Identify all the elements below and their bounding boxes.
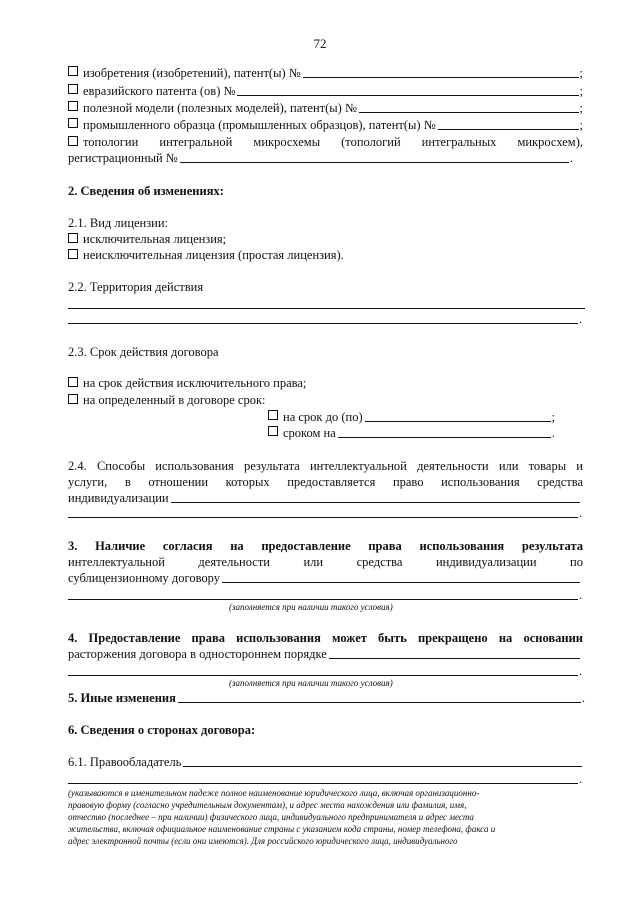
section-5: 5. Иные изменения .: [68, 691, 585, 705]
term-defined: на определенный в договоре срок:: [68, 393, 266, 408]
checkbox[interactable]: [268, 426, 278, 436]
checkbox[interactable]: [68, 394, 78, 404]
territory-line-2[interactable]: [68, 323, 578, 324]
object-eurasian-patent: евразийского патента (ов) № ;: [68, 84, 583, 99]
termination-line[interactable]: [68, 675, 578, 676]
section-3-line-3: сублицензионному договору: [68, 571, 581, 586]
checkbox[interactable]: [68, 84, 78, 94]
fine-print-5: адрес электронной почты (если они имеются). Для российского юридического лица, индивидуального: [68, 836, 458, 846]
object-industrial-design: промышленного образца (промышленных образцов), патент(ы) № ;: [68, 118, 583, 133]
section-3-line-2: интеллектуальной деятельности или средства индивидуализации по: [68, 555, 583, 569]
fine-print-3: отчество (последнее – при наличии) физического лица, индивидуального предпринимателя и адрес места: [68, 812, 474, 822]
note-condition-2: (заполняется при наличии такого условия): [229, 678, 393, 688]
license-nonexclusive: неисключительная лицензия (простая лицензия).: [68, 248, 344, 263]
checkbox[interactable]: [68, 249, 78, 259]
object-invention: изобретения (изобретений), патент(ы) № ;: [68, 66, 583, 81]
checkbox[interactable]: [68, 66, 78, 76]
fine-print-2: правовую форму (согласно учредительным документам), и адрес места нахождения или фамилия, имя,: [68, 800, 467, 810]
term-exclusive-right: на срок действия исключительного права;: [68, 376, 306, 391]
term-until: на срок до (по) ;: [268, 410, 555, 425]
checkbox[interactable]: [68, 101, 78, 111]
checkbox[interactable]: [268, 410, 278, 420]
fine-print-1: (указываются в именительном падеже полное наименование юридического лица, включая организационно-: [68, 788, 480, 798]
term-for-period: сроком на .: [268, 426, 555, 441]
fine-print-4: жительства, включая официальное наименование страны с указанием кода страны, номер телефона, факса и: [68, 824, 496, 834]
checkbox[interactable]: [68, 377, 78, 387]
section-6-1: 6.1. Правообладатель: [68, 755, 583, 770]
sublicense-line[interactable]: [68, 599, 578, 600]
checkbox[interactable]: [68, 233, 78, 243]
section-6-title: 6. Сведения о сторонах договора:: [68, 723, 256, 737]
section-2-3-title: 2.3. Срок действия договора: [68, 345, 219, 359]
checkbox[interactable]: [68, 118, 78, 128]
section-2-2-title: 2.2. Территория действия: [68, 280, 204, 294]
section-2-title: 2. Сведения об изменениях:: [68, 184, 224, 198]
license-exclusive: исключительная лицензия;: [68, 232, 226, 247]
section-2-4-line-1: 2.4. Способы использования результата интеллектуальной деятельности или товары и: [68, 459, 583, 473]
note-condition-1: (заполняется при наличии такого условия): [229, 602, 393, 612]
object-utility-model: полезной модели (полезных моделей), патент(ы) № ;: [68, 101, 583, 116]
document-page: 72 изобретения (изобретений), патент(ы) № ; евразийского патента (ов) № ; полезной модели (полезных моделей), патент(ы) № ; промышленного образца (промышленных образцов), патент(ы) № ; топологии интегральной микросхемы (топологий интегральных микросхем), регистрационный № . 2. Сведения об изменениях: 2.1. Вид лицензии: исключительная лицензия; неисключительная лицензия (простая лицензия). 2.2. Территория действия . 2.3. Срок действия договора на срок действия исключительного права; на определенный в договоре срок: на срок до (по) ; сроком на . 2.4. Способы использования результата интеллектуальной деятельности или товары и услуги, в отношении которых предоставляется право использования средства индивидуализации . 3. Наличие согласия на предоставление права использования результата интеллектуальной деятельности или средства индивидуализации по сублицензионному договору . (заполняется при наличии такого условия) 4. Предоставление права использования может быть прекращено на основании расторжения договора в одностороннем порядке . (заполняется при наличии такого условия) 5. Иные изменения . 6. Сведения о сторонах договора: 6.1. Правообладатель . (указываются в именительном падеже полное наименование юридического лица, включая организационно- правовую форму (согласно учредительным документам), и адрес места нахождения или фамилия, имя, отчество (последнее – при наличии) физического лица, индивидуального предпринимателя и адрес места жительства, включая официальное наименование страны с указанием кода страны, номер телефона, факса и адрес электронной почты (если они имеются). Для российского юридического лица, индивидуального: [0, 0, 640, 905]
section-2-4-line-3: индивидуализации: [68, 491, 581, 506]
section-3-line-1: 3. Наличие согласия на предоставление права использования результата: [68, 539, 583, 553]
territory-line-1[interactable]: [68, 308, 585, 309]
object-topology: топологии интегральной микросхемы (топологий интегральных микросхем),: [68, 135, 583, 165]
section-2-1-title: 2.1. Вид лицензии:: [68, 216, 169, 230]
section-4-line-1: 4. Предоставление права использования может быть прекращено на основании: [68, 631, 583, 645]
page-number: 72: [313, 36, 327, 51]
section-2-4-line-2: услуги, в отношении которых предоставляется право использования средства: [68, 475, 583, 489]
section-4-line-2: расторжения договора в одностороннем порядке: [68, 647, 581, 662]
checkbox[interactable]: [68, 136, 78, 146]
topology-reg-number: регистрационный № .: [68, 151, 573, 165]
usage-line[interactable]: [68, 517, 578, 518]
rightholder-line[interactable]: [68, 783, 578, 784]
